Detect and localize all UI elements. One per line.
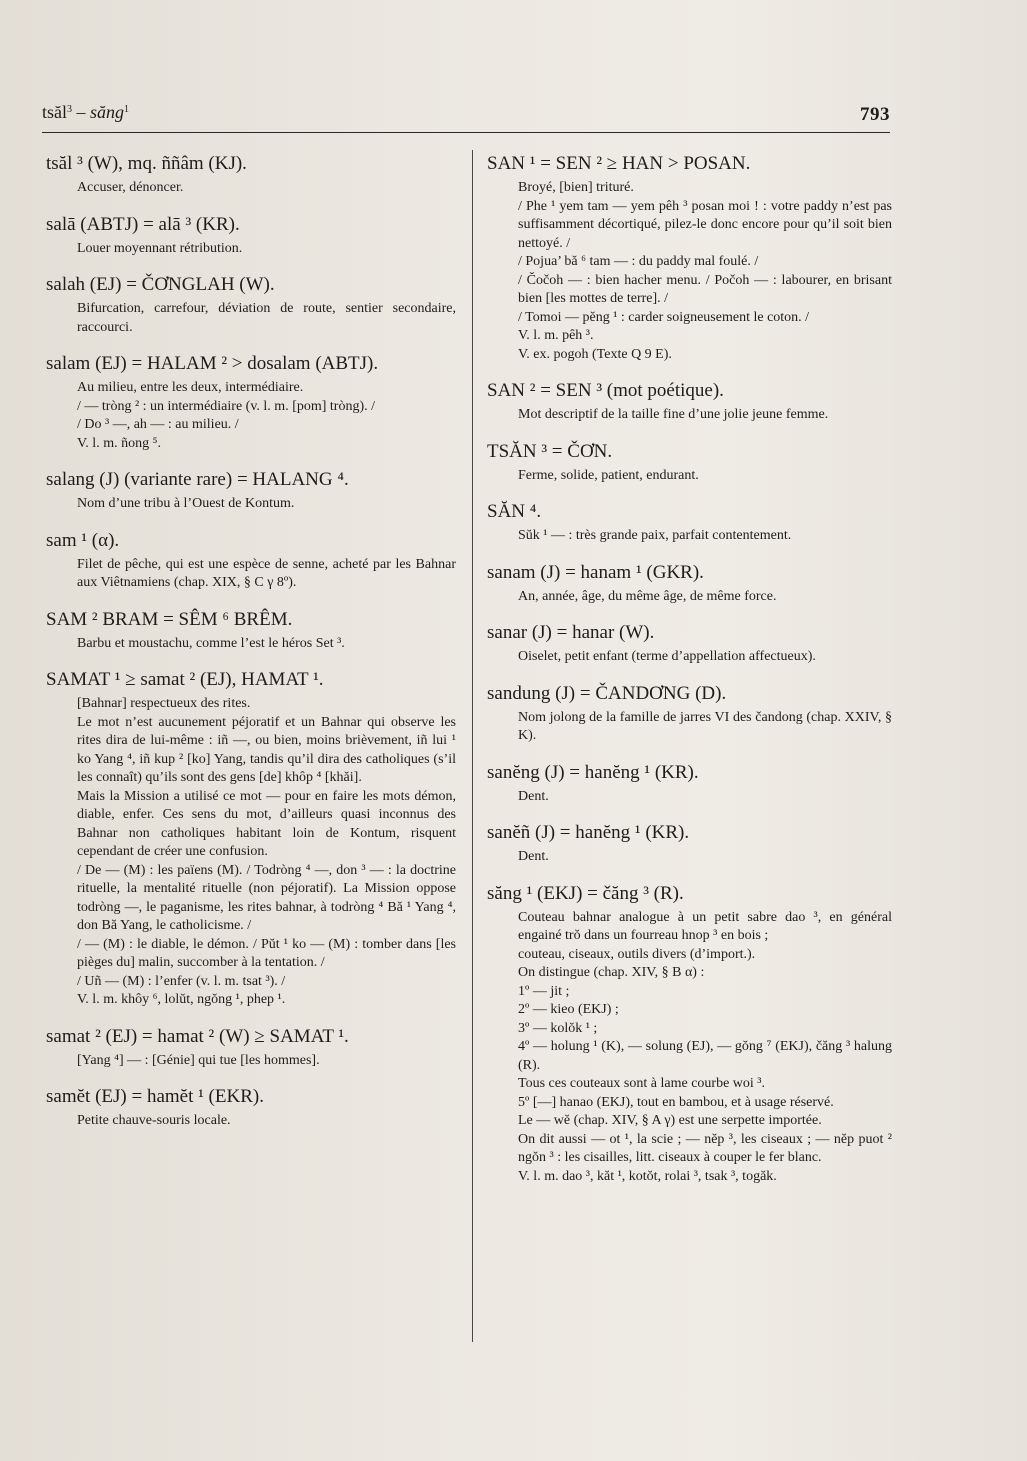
definition: Accuser, dénoncer. — [77, 180, 184, 195]
definition: Petite chauve-souris locale. — [77, 1113, 231, 1128]
entry — [487, 561, 892, 607]
entry — [46, 352, 456, 453]
headword: salah (EJ) = ČƠNGLAH (W). — [46, 274, 275, 295]
entry — [487, 682, 892, 746]
headword: SAN ² = SEN ³ (mot poétique). — [487, 380, 724, 401]
definition: Barbu et moustachu, comme l’est le héros Set ³. — [77, 635, 345, 651]
headword: SĂN ⁴. — [487, 501, 542, 522]
left-column — [46, 152, 456, 1146]
running-head: tsăl$^3$ – săng$^1$ — [42, 102, 130, 122]
entry — [46, 152, 456, 198]
headword: tsăl ³ (W), mq. ññâm (KJ). — [46, 153, 247, 174]
entry — [487, 500, 892, 546]
definition: Au milieu, entre les deux, intermédiaire. / — tròng ² : un intermédiaire (v. l. m. [pom] tròng). / / Do ³ —, ah — : au milieu. / V. l. m. ñong ⁵. — [77, 380, 376, 451]
headword: sam ¹ (α). — [46, 529, 120, 551]
headword: sanĕng (J) = hanĕng ¹ (KR). — [487, 761, 699, 783]
entry — [46, 668, 456, 1010]
headword: sanĕñ (J) = hanĕng ¹ (KR). — [487, 822, 690, 843]
entry — [487, 821, 892, 867]
headword: samĕt (EJ) = hamĕt ¹ (EKR). — [46, 1086, 264, 1107]
entry — [46, 273, 456, 337]
entry — [46, 1085, 456, 1131]
entry — [487, 440, 892, 486]
headword: sanam (J) = hanam ¹ (GKR). — [487, 561, 704, 583]
definition: Oiselet, petit enfant (terme d’appellation affectueux). — [518, 649, 816, 664]
definition: Bifurcation, carrefour, déviation de route, sentier secondaire, raccourci. — [77, 301, 456, 335]
definition: Nom d’une tribu à l’Ouest de Kontum. — [77, 496, 295, 511]
entry — [487, 621, 892, 667]
headword: TSĂN ³ = ČƠN. — [487, 440, 613, 462]
page-header — [42, 98, 890, 133]
definition: Nom jolong de la famille de jarres VI des čandong (chap. XXIV, § K). — [518, 709, 892, 743]
entry — [487, 379, 892, 425]
headword: salang (J) (variante rare) = HALANG ⁴. — [46, 469, 349, 490]
definition: Mot descriptif de la taille fine d’une jolie jeune femme. — [518, 407, 829, 422]
definition: Broyé, [bien] trituré. / Phe ¹ yem tam — yem pêh ³ posan moi ! : votre paddy n’est pas suffisamment décortiqué, pilez-le donc encore pour qu’il soit bien nettoyé. / / Pojua’ bă ⁶ tam — : du paddy mal foulé. / / Čočoh — : bien hacher menu. / Počoh — : labourer, en brisant bien [les mottes de terre]. / / Tomoi — pĕng ¹ : carder soigneusement le coton. / V. l. m. pêh ³. V. ex. pogoh (Texte Q 9 E). — [518, 180, 892, 362]
headword: SAM ² BRAM = SÊM ⁶ BRÊM. — [46, 608, 293, 630]
headword: SAMAT ¹ ≥ samat ² (EJ), HAMAT ¹. — [46, 669, 324, 690]
entry — [487, 152, 892, 364]
headword: sanar (J) = hanar (W). — [487, 622, 655, 643]
entry — [46, 529, 456, 593]
column-divider — [472, 150, 473, 1342]
definition: Filet de pêche, qui est une espèce de senne, acheté par les Bahnar aux Viêtnamiens (chap. XIX, § C γ 8º). — [77, 556, 456, 590]
headword: SAN ¹ = SEN ² ≥ HAN > POSAN. — [487, 153, 751, 174]
entry — [487, 761, 892, 807]
right-column — [487, 152, 892, 1201]
definition: Dent. — [518, 849, 549, 864]
definition: Dent. — [518, 788, 549, 804]
headword: săng ¹ (EKJ) = čăng ³ (R). — [487, 882, 684, 904]
definition: Ferme, solide, patient, endurant. — [518, 467, 699, 483]
entry — [46, 1025, 456, 1071]
entry — [487, 882, 892, 1187]
headword: salā (ABTJ) = alā ³ (KR). — [46, 213, 240, 235]
definition: Sŭk ¹ — : très grande paix, parfait contentement. — [518, 528, 792, 543]
entry — [46, 213, 456, 259]
page-number: 793 — [860, 104, 890, 125]
entry — [46, 608, 456, 654]
entry — [46, 468, 456, 514]
definition: An, année, âge, du même âge, de même force. — [518, 588, 777, 604]
definition: Louer moyennant rétribution. — [77, 240, 243, 256]
definition: Couteau bahnar analogue à un petit sabre dao ³, en général engainé trŏ dans un fourreau hnop ³ en bois ; couteau, ciseaux, outils divers (d’import.). On distingue (chap. XIV, § B α) : 1º — jit ; 2º — kieo (EKJ) ; 3º — kolŏk ¹ ; 4º — holung ¹ (K), — solung (EJ), — gŏng ⁷ (EKJ), čăng ³ halung (R). Tous ces couteaux sont à lame courbe woi ³. 5º [—] hanao (EKJ), tout en bambou, et à usage réservé. Le — wĕ (chap. XIV, § A γ) est une serpette importée. On dit aussi — ot ¹, la scie ; — nĕp ³, les ciseaux ; — nĕp puot ² ngŏn ³ : les cisailles, litt. ciseaux à couper le fer blanc. V. l. m. dao ³, kăt ¹, kotŏt, rolai ³, tsak ³, togăk. — [518, 909, 892, 1184]
definition: [Bahnar] respectueux des rites. Le mot n’est aucunement péjoratif et un Bahnar qui observe les rites dira de lui-même : iñ —, ou bien, moins brièvement, iñ lui ¹ ko Yang ⁴, iñ kup ² [ko] Yang, tandis qu’il dira des catholiques (s’il les connaît) qu’ils sont des gens [de] khôp ⁴ [khăi]. Mais la Mission a utilisé ce mot — pour en faire les mots démon, diable, enfer. Ces sens du mot, d’ailleurs quasi inconnus des Bahnar non catholiques habitant loin de Kontum, risquent cependant de créer une confusion. / De — (M) : les païens (M). / Todròng ⁴ —, don ³ — : la doctrine rituelle, la mentalité rituelle (non péjoratif). La Mission oppose todròng —, le paganisme, les rites bahnar, à todròng ⁴ Bă ¹ Yang ⁴, don Bă Yang, le catholicisme. / / — (M) : le diable, le démon. / Pŭt ¹ ko — (M) : tomber dans [les pièges du] malin, succomber à la tentation. / / Uñ — (M) : l’enfer (v. l. m. tsat ³). / V. l. m. khôy ⁶, lolŭt, ngŏng ¹, phep ¹. — [77, 696, 456, 1007]
definition: [Yang ⁴] — : [Génie] qui tue [les hommes]. — [77, 1052, 320, 1068]
headword: salam (EJ) = HALAM ² > dosalam (ABTJ). — [46, 353, 379, 374]
headword: sandung (J) = ČANDƠNG (D). — [487, 682, 727, 704]
headword: samat ² (EJ) = hamat ² (W) ≥ SAMAT ¹. — [46, 1025, 349, 1047]
